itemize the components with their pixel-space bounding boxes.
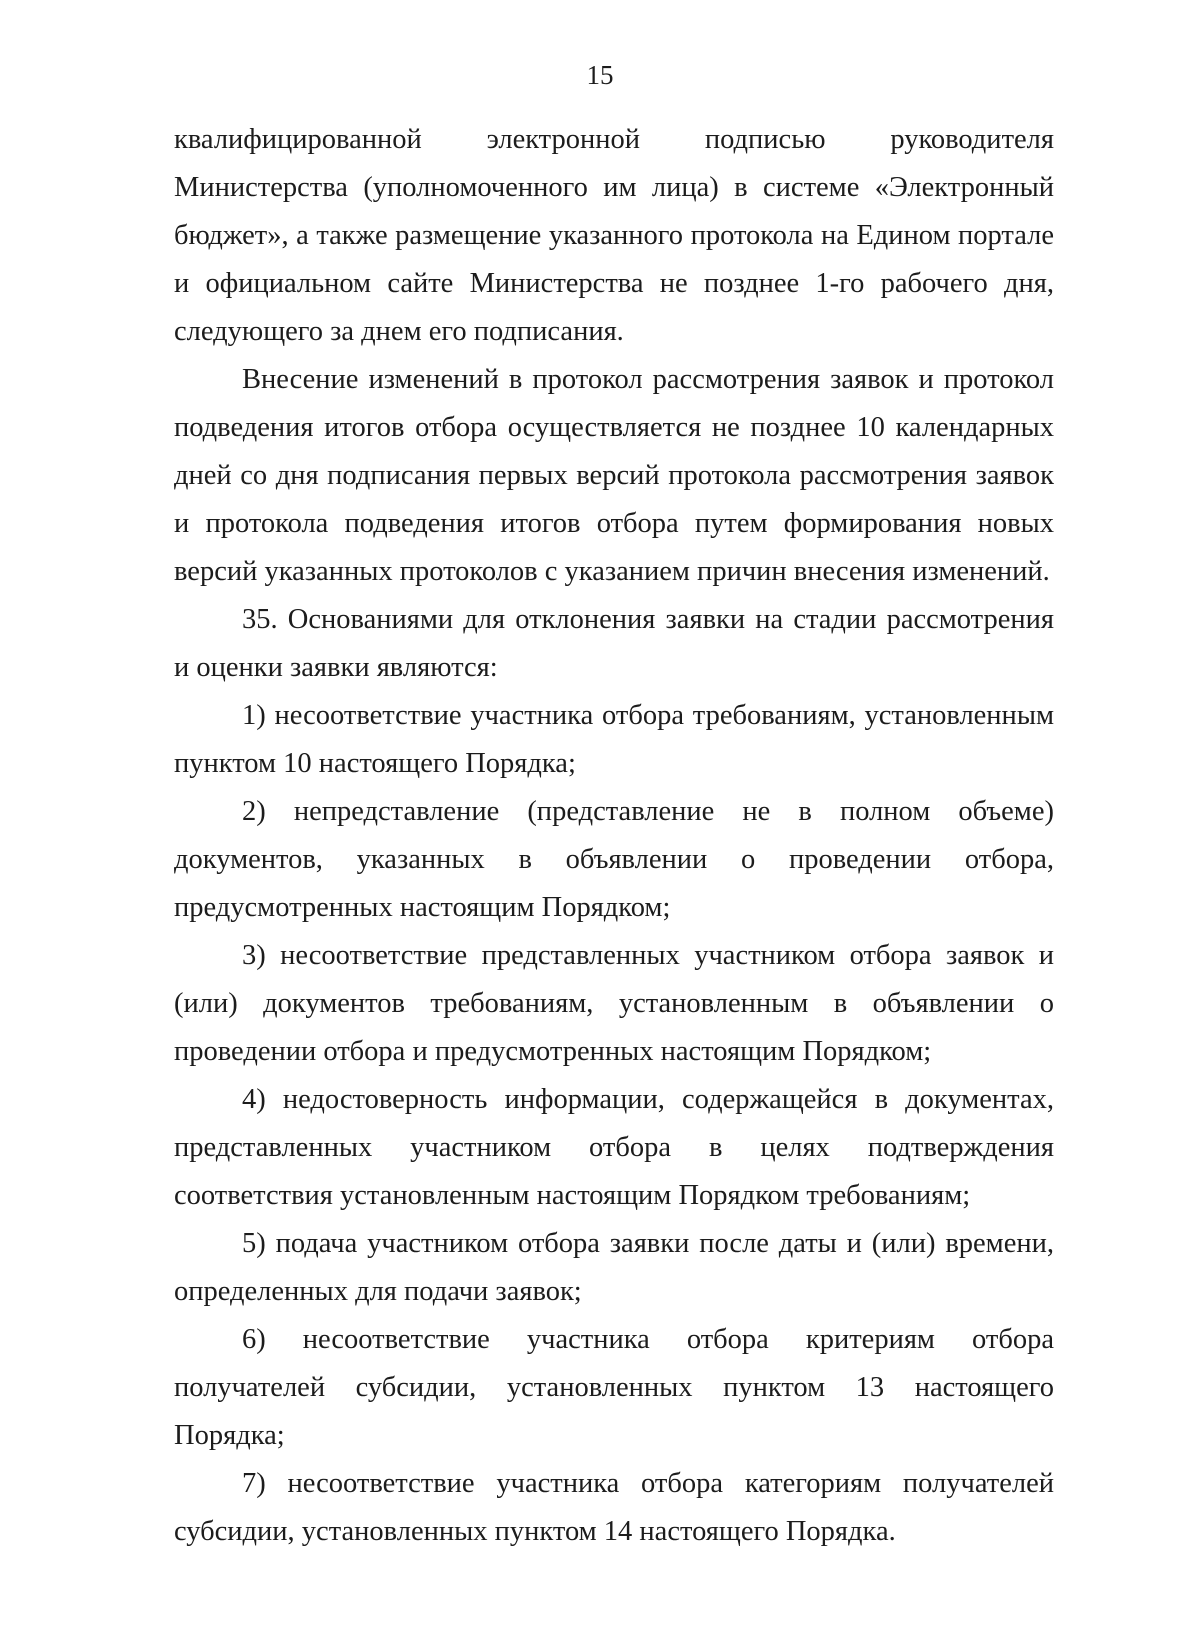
list-item-2: 2) непредставление (представление не в полном объеме) документов, указанных в объявлении о проведении отбора, предусмотренных настоящим Порядком; (174, 796, 1054, 923)
paragraph-continuation: квалифицированной электронной подписью руководителя Министерства (уполномоченного им лица) в системе «Электронный бюджет», а также размещение указанного протокола на Едином портале и официальном сайте Министерства не позднее 1-го рабочего дня, следующего за днем его подписания. (174, 124, 1054, 347)
list-item-6: 6) несоответствие участника отбора критериям отбора получателей субсидии, установленных пунктом 13 настоящего Порядка; (174, 1324, 1054, 1451)
list-item-7: 7) несоответствие участника отбора категориям получателей субсидии, установленных пунктом 14 настоящего Порядка. (174, 1468, 1054, 1547)
list-item-4: 4) недостоверность информации, содержащейся в документах, представленных участником отбора в целях подтверждения соответствия установленным настоящим Порядком требованиям; (174, 1084, 1054, 1211)
document-body (174, 116, 1054, 1556)
paragraph-protocol-changes: Внесение изменений в протокол рассмотрения заявок и протокол подведения итогов отбора осуществляется не позднее 10 календарных дней со дня подписания первых версий протокола рассмотрения заявок и протокола подведения итогов отбора путем формирования новых версий указанных протоколов с указанием причин внесения изменений. (174, 364, 1054, 587)
list-item-5: 5) подача участником отбора заявки после даты и (или) времени, определенных для подачи заявок; (174, 1228, 1054, 1307)
paragraph-section-35: 35. Основаниями для отклонения заявки на стадии рассмотрения и оценки заявки являются: (174, 604, 1054, 683)
list-item-3: 3) несоответствие представленных участником отбора заявок и (или) документов требованиям, установленным в объявлении о проведении отбора и предусмотренных настоящим Порядком; (174, 940, 1054, 1067)
list-item-1: 1) несоответствие участника отбора требованиям, установленным пунктом 10 настоящего Порядка; (174, 700, 1054, 779)
page-number: 15 (586, 60, 614, 90)
